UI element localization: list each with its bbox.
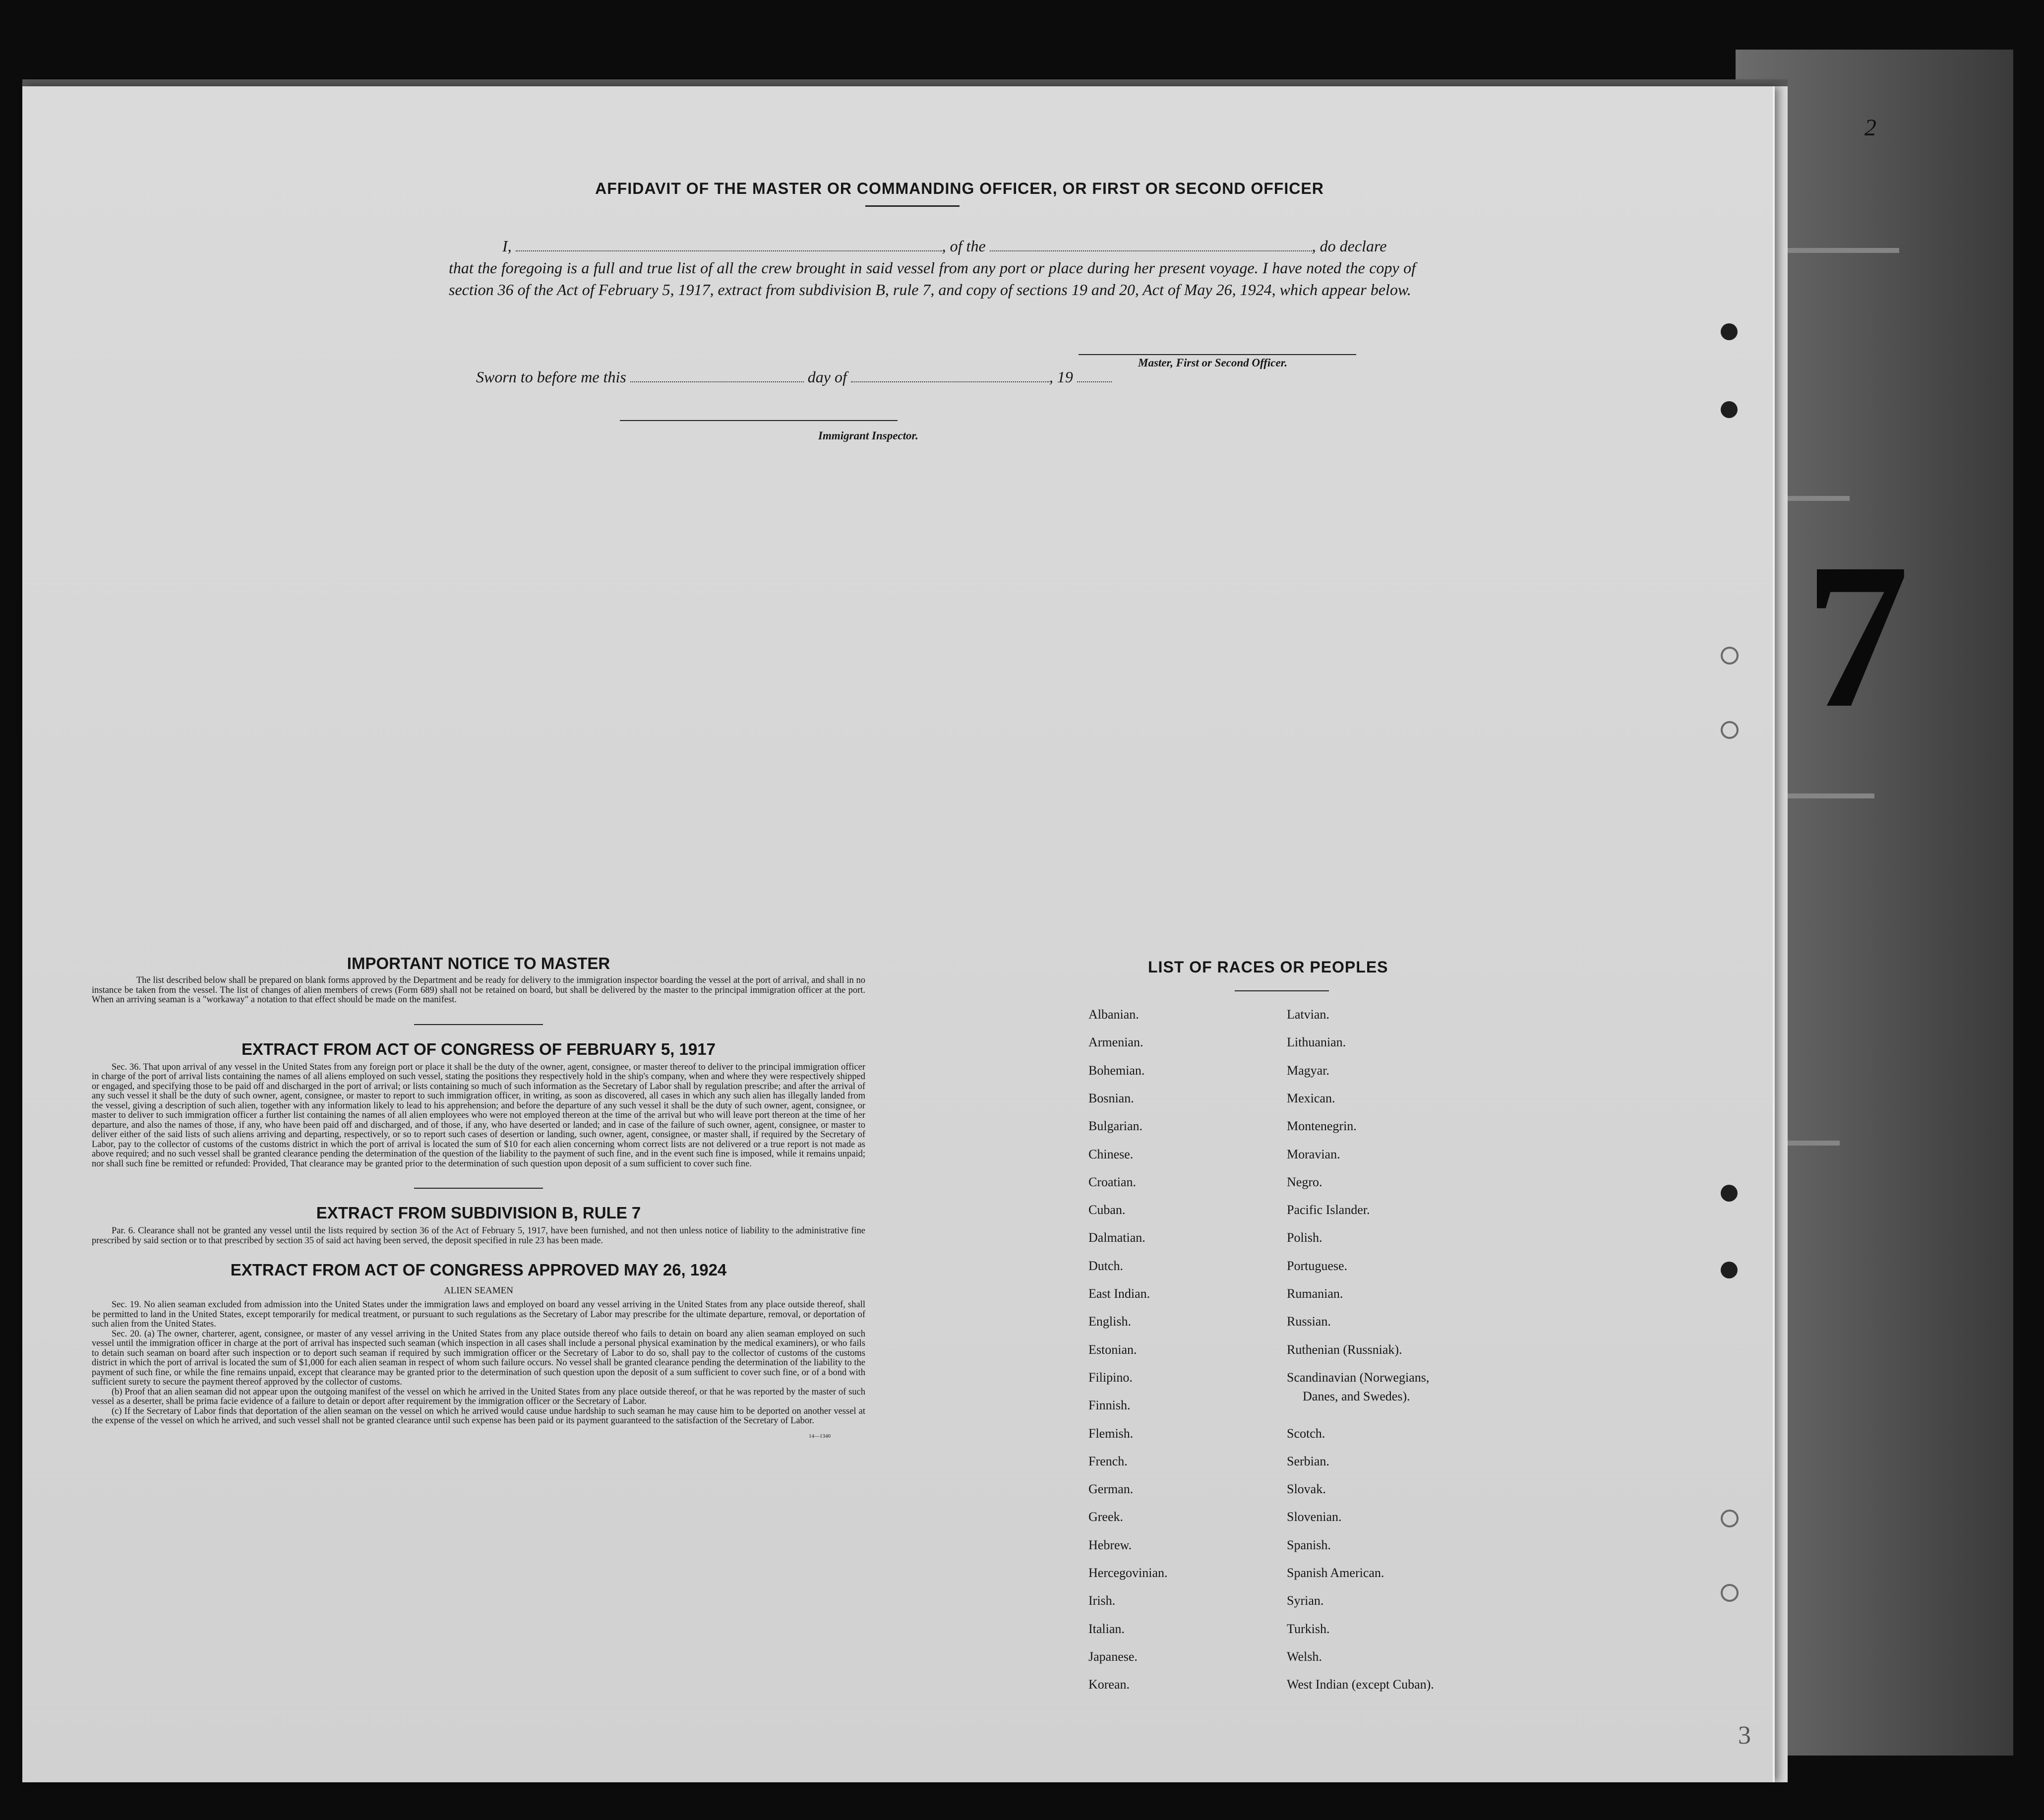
binder-hole (1721, 1185, 1738, 1202)
inspector-signature-line[interactable] (620, 420, 898, 421)
race-item: Finnish. (1088, 1398, 1131, 1413)
master-signature-label: Master, First or Second Officer. (1138, 357, 1288, 369)
section-20a-text: Sec. 20. (a) The owner, charterer, agent, consignee, or master of any vessel arriving in the United States from any place outside thereof who fails to detain on board any alien seaman employed on such vessel until the immigration officer in charge at the port of arrival has inspected such seaman (which inspection in all cases shall include a personal physical examination by the medical examiners), or who fails to detain such seaman on board after such inspection or to deport such seaman if required by such immigration officer or the Secretary of Labor to do so, shall pay to the collector of customs of the customs district in which the port of arrival is located the sum of $1,000 for each alien seaman in respect of whom such failure occurs. No vessel shall be granted clearance pending the determination of the liability to the payment of such fine, or while the fine remains unpaid, except that clearance may be granted prior to the determination of such question upon the deposit of a sum sufficient to cover such fine, or of a bond with sufficient surety to secure the payment thereof approved by the collector of customs. (92, 1329, 865, 1387)
race-item: Moravian. (1287, 1147, 1340, 1161)
notice-column (92, 954, 865, 1439)
declaration-text: that the foregoing is a full and true list of all the crew brought in said vessel from any port or place during her present voyage. I have noted the copy of section 36 of the Act of February 5, 1917, extract from subdivision B, rule 7, and copy of sections 19 and 20, Act of May 26, 1924, which appear below. (449, 259, 1416, 299)
race-item: Greek. (1088, 1510, 1124, 1524)
race-item: Cuban. (1088, 1203, 1126, 1217)
race-item: Ruthenian (Russniak). (1287, 1342, 1402, 1357)
race-item: Bulgarian. (1088, 1119, 1143, 1134)
race-item: Japanese. (1088, 1649, 1138, 1664)
sworn-text: Sworn to before me this (476, 368, 626, 386)
race-item: Lithuanian. (1287, 1035, 1346, 1050)
handwritten-corner-mark: 2 (1864, 115, 1876, 141)
declaration-line (449, 235, 1416, 257)
notice-body: The list described below shall be prepared on blank forms approved by the Department and be ready for delivery to the immigration inspector boarding the vessel at the port of arrival, and shall in no instance be taken from the vessel. The list of changes of alien members of crews (Form 689) shall not be retained on board, but shall be delivered by the master to the principal immigration officer at the port. When an arriving seaman is a "workaway" a notation to that effect should be made on the manifest. (92, 975, 865, 1005)
race-item: Magyar. (1287, 1063, 1329, 1078)
vessel-name-field[interactable] (990, 238, 1312, 251)
race-item: Latvian. (1287, 1007, 1329, 1022)
notice-title: IMPORTANT NOTICE TO MASTER (347, 954, 610, 972)
race-item: Scotch. (1287, 1426, 1325, 1441)
race-item: Slovak. (1287, 1482, 1326, 1497)
binder-hole (1721, 1262, 1738, 1278)
race-item: Scandinavian (Norwegians, (1287, 1370, 1430, 1385)
race-item: Welsh. (1287, 1649, 1322, 1664)
race-item: Portuguese. (1287, 1258, 1348, 1273)
binder-hole (1721, 1584, 1739, 1602)
race-item: East Indian. (1088, 1286, 1150, 1301)
alien-seamen-subtitle: ALIEN SEAMEN (444, 1285, 513, 1296)
section-20c-text: (c) If the Secretary of Labor finds that deportation of the alien seaman on the vessel on which he arrived would cause undue hardship to such seaman he may cause him to be deported on another vessel at the expense of the vessel on which he arrived, and such vessel shall not be granted clearance until such expense has been paid or its payment guaranteed to the satisfaction of the Secretary of Labor. (92, 1406, 865, 1426)
race-item: Serbian. (1287, 1454, 1329, 1468)
section-rule (414, 1024, 543, 1025)
section-rule (414, 1188, 543, 1189)
race-item: Estonian. (1088, 1342, 1137, 1357)
race-item: Pacific Islander. (1287, 1203, 1370, 1217)
declarant-name-field[interactable] (516, 238, 942, 251)
binder-hole (1721, 401, 1738, 418)
races-title: LIST OF RACES OR PEOPLES (1148, 958, 1388, 976)
extract-1924-title: EXTRACT FROM ACT OF CONGRESS APPROVED MAY 26, 1924 (230, 1261, 727, 1279)
sworn-day-field[interactable] (630, 369, 804, 382)
race-item: French. (1088, 1454, 1128, 1468)
race-item: Filipino. (1088, 1370, 1133, 1385)
race-item: Irish. (1088, 1593, 1116, 1608)
rule-7-body: Par. 6. Clearance shall not be granted any vessel until the lists required by section 36 of the Act of February 5, 1917, have been furnished, and not then unless notice of liability to the administrative fine prescribed by said section or to that prescribed by section 35 of said act having been served, the deposit specified in rule 23 has been made. (92, 1226, 865, 1246)
race-item: Polish. (1287, 1230, 1323, 1245)
handwritten-page-number: 7 (1805, 520, 1909, 751)
binder-hole (1721, 647, 1739, 665)
binder-hole (1721, 721, 1739, 739)
race-item: Hercegovinian. (1088, 1566, 1168, 1580)
race-item: Chinese. (1088, 1147, 1134, 1161)
race-item: Negro. (1287, 1174, 1323, 1189)
race-item: Dutch. (1088, 1258, 1124, 1273)
race-item: Korean. (1088, 1677, 1130, 1692)
race-item: Syrian. (1287, 1593, 1324, 1608)
section-19-text: Sec. 19. No alien seaman excluded from admission into the United States under the immigration laws and employed on board any vessel arriving in the United States from any place outside thereof, shall be permitted to land in the United States, except temporarily for medical treatment, or pursuant to such regulations as the Secretary of Labor may prescribe for the ultimate departure, removal, or deportation of such alien from the United States. (92, 1300, 865, 1329)
race-item: Dalmatian. (1088, 1230, 1145, 1245)
race-item: English. (1088, 1314, 1131, 1329)
races-title-rule (1235, 990, 1329, 991)
title-rule (865, 205, 960, 207)
binder-hole (1721, 1510, 1739, 1527)
of-the-text: , of the (942, 237, 986, 255)
race-item: German. (1088, 1482, 1134, 1497)
race-item: Flemish. (1088, 1426, 1134, 1441)
binder-hole (1721, 323, 1738, 340)
race-item: Hebrew. (1088, 1537, 1132, 1552)
race-item: Bosnian. (1088, 1091, 1134, 1105)
extract-1917-body: Sec. 36. That upon arrival of any vessel in the United States from any foreign port or place it shall be the duty of the owner, agent, consignee, or master thereof to deliver to the principal immigration officer in charge of the port of arrival lists containing the names of all aliens employed on such vessel, stating the positions they respectively hold in the ship's company, when and where they were respectively shipped or engaged, and specifying those to be paid off and discharged in the port of arrival; or lists containing so much of such information as the Secretary of Labor shall by regulation prescribe; and after the arrival of any such vessel it shall be the duty of such owner, agent, consignee, or master to report to such immigration officer, in writing, as soon as discovered, all cases in which any such alien has illegally landed from the vessel, giving a description of such alien, together with any information likely to lead to his apprehension; and before the departure of any such vessel it shall be the duty of such owner, agent, consignee, or master to deliver to such immigration officer a further list containing the names of all alien employees who were not employed thereon at the time of the arrival but who will leave port thereon at the time of her departure, and also the names of those, if any, who have been paid off and discharged, and of those, if any, who have deserted or landed; and in case of the failure of such owner, agent, consignee, or master to deliver either of the said lists of such aliens arriving and departing, respectively, or so to report such cases of desertion or landing, such owner, agent, consignee, or master shall, if required by the Secretary of Labor, pay to the collector of customs of the customs district in which the port of arrival is located the sum of $10 for each alien concerning whom correct lists are not delivered or a true report is not made as above required; and no such vessel shall be granted clearance pending the determination of the question of the liability to the payment of such fine, and in the event such fine is imposed, while it remains unpaid; nor shall such fine be remitted or refunded: Provided, That clearance may be granted prior to the determination of such question upon deposit of a sum sufficient to cover such fine. (92, 1062, 865, 1169)
sworn-year-field[interactable] (1077, 369, 1112, 382)
extract-1917-title: EXTRACT FROM ACT OF CONGRESS OF FEBRUARY 5, 1917 (241, 1039, 716, 1058)
declarant-prefix: I, (502, 237, 512, 255)
race-item: Spanish American. (1287, 1566, 1384, 1580)
race-item: Croatian. (1088, 1174, 1137, 1189)
sworn-month-field[interactable] (851, 369, 1049, 382)
race-item: Italian. (1088, 1621, 1125, 1636)
affidavit-declaration (449, 235, 1416, 301)
document-page (22, 86, 1775, 1782)
year-text: , 19 (1049, 368, 1073, 386)
race-item: Slovenian. (1287, 1510, 1342, 1524)
rule-7-title: EXTRACT FROM SUBDIVISION B, RULE 7 (316, 1204, 641, 1222)
do-declare-text: , do declare (1312, 237, 1387, 255)
sworn-line (476, 368, 1112, 386)
form-number: 14—1340 (809, 1433, 831, 1439)
inspector-signature-label: Immigrant Inspector. (818, 429, 918, 442)
race-item: Spanish. (1287, 1537, 1331, 1552)
race-item: Mexican. (1287, 1091, 1335, 1105)
handwritten-bottom-mark: 3 (1738, 1721, 1751, 1750)
form-sheet (22, 79, 1788, 1782)
race-item: Albanian. (1088, 1007, 1139, 1022)
section-20b-text: (b) Proof that an alien seaman did not appear upon the outgoing manifest of the vessel on which he arrived in the United States from any place outside thereof, or that he was reported by the master of such vessel as a deserter, shall be prima facie evidence of a failure to detain or deport after requirement by the immigration officer or the Secretary of Labor. (92, 1387, 865, 1406)
race-item: Russian. (1287, 1314, 1331, 1329)
race-item: Montenegrin. (1287, 1119, 1357, 1134)
race-item: West Indian (except Cuban). (1287, 1677, 1434, 1692)
race-item: Danes, and Swedes). (1303, 1389, 1410, 1403)
race-item: Armenian. (1088, 1035, 1143, 1050)
race-item: Rumanian. (1287, 1286, 1343, 1301)
race-item: Bohemian. (1088, 1063, 1145, 1078)
day-of-text: day of (807, 368, 847, 386)
race-item: Turkish. (1287, 1621, 1330, 1636)
affidavit-title: AFFIDAVIT OF THE MASTER OR COMMANDING OFFICER, OR FIRST OR SECOND OFFICER (595, 180, 1324, 197)
master-signature-line[interactable] (1079, 354, 1356, 355)
